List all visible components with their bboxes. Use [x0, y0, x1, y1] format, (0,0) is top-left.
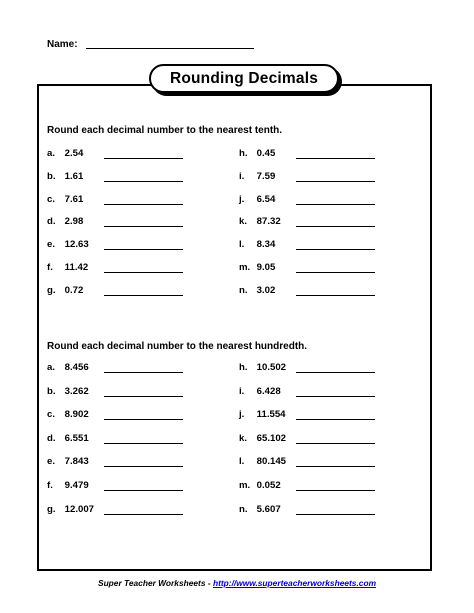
problem-section2-right	[239, 409, 286, 420]
problem-label: d.	[47, 432, 56, 444]
problem-section1-right	[239, 148, 275, 159]
answer-line[interactable]	[296, 295, 375, 296]
problem-label: k.	[239, 216, 248, 228]
answer-line[interactable]	[104, 490, 183, 491]
problem-value: 9.05	[256, 262, 276, 273]
answer-line[interactable]	[104, 514, 183, 515]
problem-section2-left	[47, 504, 94, 515]
problem-value: 7.843	[64, 456, 89, 468]
problem-value: 11.554	[256, 409, 286, 421]
problem-section2-right	[239, 504, 281, 515]
answer-line[interactable]	[296, 466, 375, 467]
problem-section2-left	[47, 433, 89, 444]
problem-value: 80.145	[256, 456, 287, 468]
problem-section1-left	[47, 171, 83, 182]
problem-value: 8.902	[64, 409, 89, 421]
footer	[0, 578, 474, 588]
problem-label: g.	[47, 503, 56, 515]
answer-line[interactable]	[104, 443, 183, 444]
problem-label: k.	[239, 432, 248, 444]
problem-value: 1.61	[64, 170, 84, 182]
problem-section2-left	[47, 409, 89, 420]
problem-section1-right	[239, 216, 281, 227]
answer-line[interactable]	[104, 396, 183, 397]
problem-section2-right	[239, 456, 286, 467]
answer-line[interactable]	[104, 158, 183, 159]
name-label: Name:	[47, 39, 78, 50]
answer-line[interactable]	[296, 272, 375, 273]
problem-value: 6.54	[256, 193, 276, 205]
problem-section1-left	[47, 239, 89, 250]
problem-value: 2.98	[64, 216, 84, 228]
problem-section1-left	[47, 148, 83, 159]
answer-line[interactable]	[296, 249, 375, 250]
name-field-line[interactable]	[86, 48, 254, 49]
footer-separator: -	[207, 578, 211, 588]
problem-label: c.	[47, 193, 56, 205]
section-hundredth-instruction: Round each decimal number to the nearest hundredth.	[47, 341, 308, 352]
answer-line[interactable]	[296, 443, 375, 444]
problem-value: 87.32	[256, 216, 281, 228]
problem-value: 8.34	[256, 239, 276, 251]
answer-line[interactable]	[296, 396, 375, 397]
problem-label: b.	[47, 170, 56, 182]
problem-label: n.	[239, 503, 248, 515]
problem-label: a.	[47, 362, 56, 373]
answer-line[interactable]	[296, 490, 375, 491]
problem-section1-right	[239, 239, 275, 250]
problem-label: e.	[47, 456, 56, 468]
problem-label: i.	[239, 385, 245, 397]
problem-label: j.	[239, 193, 245, 205]
section-tenth-instruction: Round each decimal number to the nearest tenth.	[47, 125, 283, 136]
problem-label: e.	[47, 239, 56, 251]
problem-section2-left	[47, 362, 89, 373]
problem-value: 11.42	[64, 262, 89, 273]
problem-section1-right	[239, 285, 275, 296]
answer-line[interactable]	[104, 204, 183, 205]
footer-link[interactable]: http://www.superteacherworksheets.com	[212, 578, 377, 588]
answer-line[interactable]	[296, 158, 375, 159]
problem-value: 12.63	[64, 239, 89, 251]
problem-value: 2.54	[64, 148, 84, 159]
problem-value: 5.607	[256, 503, 281, 515]
problem-value: 7.61	[64, 193, 84, 205]
problem-value: 3.262	[64, 385, 89, 397]
problem-section2-left	[47, 386, 89, 397]
problem-section1-left	[47, 216, 83, 227]
answer-line[interactable]	[296, 514, 375, 515]
problem-label: d.	[47, 216, 56, 228]
problem-section1-right	[239, 262, 275, 273]
problem-value: 65.102	[256, 432, 287, 444]
problem-label: j.	[239, 409, 245, 421]
answer-line[interactable]	[296, 419, 375, 420]
answer-line[interactable]	[104, 295, 183, 296]
answer-line[interactable]	[104, 419, 183, 420]
problem-section2-right	[239, 433, 286, 444]
problem-label: a.	[47, 148, 56, 159]
answer-line[interactable]	[104, 226, 183, 227]
problem-label: l.	[239, 239, 245, 251]
problem-value: 0.72	[64, 284, 84, 296]
problem-label: f.	[47, 480, 53, 491]
problem-value: 6.428	[256, 385, 281, 397]
problem-label: g.	[47, 284, 56, 296]
problem-label: h.	[239, 362, 248, 373]
problem-value: 8.456	[64, 362, 89, 373]
problem-label: m.	[239, 480, 251, 491]
problem-value: 9.479	[64, 480, 89, 491]
problem-value: 0.45	[256, 148, 276, 159]
problem-label: c.	[47, 409, 56, 421]
problem-label: b.	[47, 385, 56, 397]
problem-label: n.	[239, 284, 248, 296]
problem-label: m.	[239, 262, 251, 273]
answer-line[interactable]	[296, 226, 375, 227]
answer-line[interactable]	[104, 372, 183, 373]
problem-section2-left	[47, 456, 89, 467]
problem-section1-right	[239, 194, 275, 205]
problem-section1-left	[47, 194, 83, 205]
problem-section2-left	[47, 480, 89, 491]
footer-brand: Super Teacher Worksheets	[97, 578, 206, 588]
answer-line[interactable]	[296, 181, 375, 182]
answer-line[interactable]	[104, 466, 183, 467]
problem-section2-right	[239, 386, 281, 397]
problem-value: 7.59	[256, 170, 276, 182]
problem-label: l.	[239, 456, 245, 468]
answer-line[interactable]	[104, 272, 183, 273]
problem-value: 3.02	[256, 284, 276, 296]
problem-label: f.	[47, 262, 53, 273]
answer-line[interactable]	[104, 249, 183, 250]
problem-value: 10.502	[256, 362, 287, 373]
answer-line[interactable]	[296, 372, 375, 373]
problem-section2-right	[239, 362, 286, 373]
problem-label: i.	[239, 170, 245, 182]
problem-section2-right	[239, 480, 281, 491]
problem-section1-left	[47, 262, 88, 273]
problem-section1-left	[47, 285, 83, 296]
answer-line[interactable]	[296, 204, 375, 205]
worksheet-title: Rounding Decimals	[149, 64, 339, 93]
answer-line[interactable]	[104, 181, 183, 182]
problem-label: h.	[239, 148, 248, 159]
problem-section1-right	[239, 171, 275, 182]
problem-value: 6.551	[64, 432, 89, 444]
problem-value: 12.007	[64, 503, 95, 515]
problem-value: 0.052	[256, 480, 281, 491]
